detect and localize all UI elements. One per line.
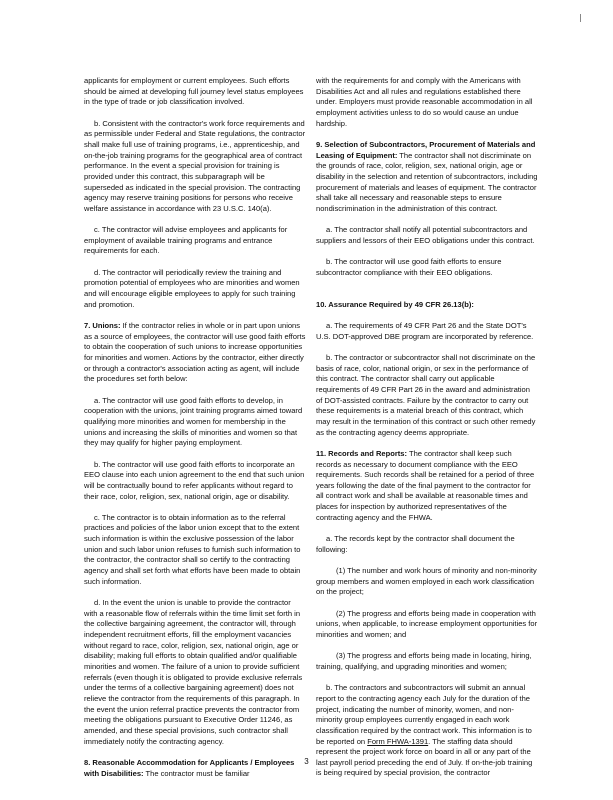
paragraph [84, 460, 306, 503]
paragraph-text: c. The contractor is to obtain information as to the referral practices and policies of the labor union except that to the extent such information is within the exclusive possession of the labor union and such labor union refuses to furnish such information to the contractor, the contractor shall so certify to the contracting agency and shall set forth what efforts have been made to obtain such information. [84, 512, 301, 586]
paragraph-text: d. In the event the union is unable to provide the contractor with a reasonable flow of referrals within the time limit set forth in the collective bargaining agreement, the contractor will, through independent recruitment efforts, fill the employment vacancies without regard to race, color, religion, sex, national origin, age or disability; making full efforts to obtain qualified and/or qualifiable minorities and women. The failure of a union to provide sufficient referrals (even though it is obligated to provide exclusive referrals under the terms of a collective bargaining agreement) does not relieve the contractor from the requirements of this paragraph. In the event the union referral practice prevents the contractor from meeting the obligations pursuant to Executive Order 11246, as amended, and these special provisions, such contractor shall immediately notify the contracting agency. [84, 598, 303, 746]
paragraph-text: with the requirements for and comply with the Americans with Disabilities Act and all rules and regulations established there under. Employers must provide reasonable accommodation in all employment activities unless to do so would cause an undue hardship. [316, 76, 533, 128]
right-column [316, 76, 538, 790]
paragraph-text: b. The contractor will use good faith efforts to ensure subcontractor compliance with their EEO obligations. [316, 257, 502, 277]
paragraph [84, 76, 306, 108]
paragraph [316, 76, 538, 129]
paragraph-text: . The staffing data should represent the project work force on board in all or any part of the last payroll period preceding the end of July. If on-the-job training is being required by special provision, the contractor [316, 736, 533, 778]
paragraph-text: The contractor shall keep such records as necessary to document compliance with the EEO requirements. Such records shall be retained for a period of three years following the date of the final payment to the contractor for all contract work and shall be available at reasonable times and places for inspection by authorized representatives of the contracting agency and the FHWA. [316, 448, 535, 522]
section-heading: 11. Records and Reports: [316, 448, 408, 458]
paragraph [316, 609, 538, 641]
paragraph [84, 321, 306, 385]
paragraph-text: a. The records kept by the contractor shall document the following: [316, 534, 515, 554]
paragraph-text: b. The contractors and subcontractors will submit an annual report to the contracting agency each July for the duration of the project, indicating the number of minority, women, and non-minority group employees currently engaged in each work classification required by the contract work. This information is to be reported on [316, 683, 532, 746]
paragraph-text: b. Consistent with the contractor's work force requirements and as permissible under Federal and State regulations, the contractor shall make full use of training programs, i.e., apprenticeship, and on-the-job training programs for the geographical area of contract performance. In the event a special provision for training is provided under this contract, this subparagraph will be superseded as indicated in the special provision. The contracting agency may reserve training positions for persons who receive welfare assistance in accordance with 23 U.S.C. 140(a). [84, 118, 306, 213]
page-number: 3 [304, 757, 309, 766]
paragraph-text: applicants for employment or current employees. Such efforts should be aimed at developing full journey level status employees in the type of trade or job classification involved. [84, 76, 304, 107]
paragraph [316, 257, 538, 278]
paragraph [84, 513, 306, 588]
paragraph-text: d. The contractor will periodically review the training and promotion potential of employees who are minorities and women and will encourage eligible employees to apply for such training and promotion. [84, 267, 300, 309]
paragraph [84, 119, 306, 215]
paragraph-text: a. The requirements of 49 CFR Part 26 and the State DOT's U.S. DOT-approved DBE program are incorporated by reference. [316, 321, 534, 341]
paragraph-text: (3) The progress and efforts being made in locating, hiring, training, qualifying, and upgrading minorities and women; [316, 651, 532, 671]
section-heading: 10. Assurance Required by 49 CFR 26.13(b): [316, 299, 474, 309]
left-column [84, 76, 306, 790]
paragraph [316, 321, 538, 342]
paragraph-text: c. The contractor will advise employees and applicants for employment of available training programs and entrance requirements for each. [84, 225, 288, 256]
paragraph-text: (1) The number and work hours of minority and non-minority group members and women employed in each work classification on the project; [316, 566, 537, 597]
paragraph [84, 396, 306, 449]
paragraph [84, 598, 306, 747]
paragraph-text: b. The contractor or subcontractor shall not discriminate on the basis of race, color, national origin, or sex in the performance of this contract. The contractor shall carry out applicable requirements of 49 CFR Part 26 in the award and administration of DOT-assisted contracts. Failure by the contractor to carry out these requirements is a material breach of this contract, which may result in the termination of this contract or such other remedy as the contracting agency deems appropriate. [316, 352, 536, 437]
section-heading: 8. Reasonable Accommodation for Applicants / Employees with Disabilities: [84, 757, 295, 778]
paragraph [316, 534, 538, 555]
paragraph [316, 353, 538, 438]
paragraph [316, 449, 538, 524]
paragraph [316, 300, 538, 311]
paragraph [84, 225, 306, 257]
paragraph-text: The contractor must be familiar [143, 768, 250, 778]
paragraph-text: a. The contractor will use good faith efforts to develop, in cooperation with the unions, joint training programs aimed toward qualifying more minorities and women for membership in the unions and increasing the skills of minorities and women so that they may qualify for higher paying employment. [84, 395, 303, 448]
paragraph [316, 140, 538, 215]
section-heading: 9. Selection of Subcontractors, Procurement of Materials and Leasing of Equipment: [316, 139, 536, 160]
paragraph [316, 566, 538, 598]
paragraph [316, 225, 538, 246]
paragraph-text: The contractor shall not discriminate on the grounds of race, color, religion, sex, national origin, age or disability in the selection and retention of subcontractors, including procurement of materials and leases of equipment. The contractor shall take all necessary and reasonable steps to ensure nondiscrimination in the administration of this contract. [316, 150, 538, 213]
paragraph [316, 651, 538, 672]
paragraph-text: If the contractor relies in whole or in part upon unions as a source of employees, the contractor will use good faith efforts to obtain the cooperation of such unions to increase opportunities for minorities and women. Actions by the contractor, either directly or through a contractor's association acting as agent, will include the procedures set forth below: [84, 321, 306, 384]
form-reference: Form FHWA-1391 [367, 736, 429, 746]
paragraph-text: b. The contractor will use good faith efforts to incorporate an EEO clause into each union agreement to the end that such union will be contractually bound to refer applicants without regard to their race, color, religion, sex, national origin, age or disability. [84, 459, 305, 501]
scan-mark [580, 14, 587, 22]
paragraph [84, 268, 306, 311]
paragraph-text: (2) The progress and efforts being made in cooperation with unions, when applicable, to increase employment opportunities for minorities and women; and [316, 608, 538, 639]
section-heading: 7. Unions: [84, 321, 121, 331]
paragraph-text: a. The contractor shall notify all potential subcontractors and suppliers and lessors of their EEO obligations under this contract. [316, 225, 535, 245]
